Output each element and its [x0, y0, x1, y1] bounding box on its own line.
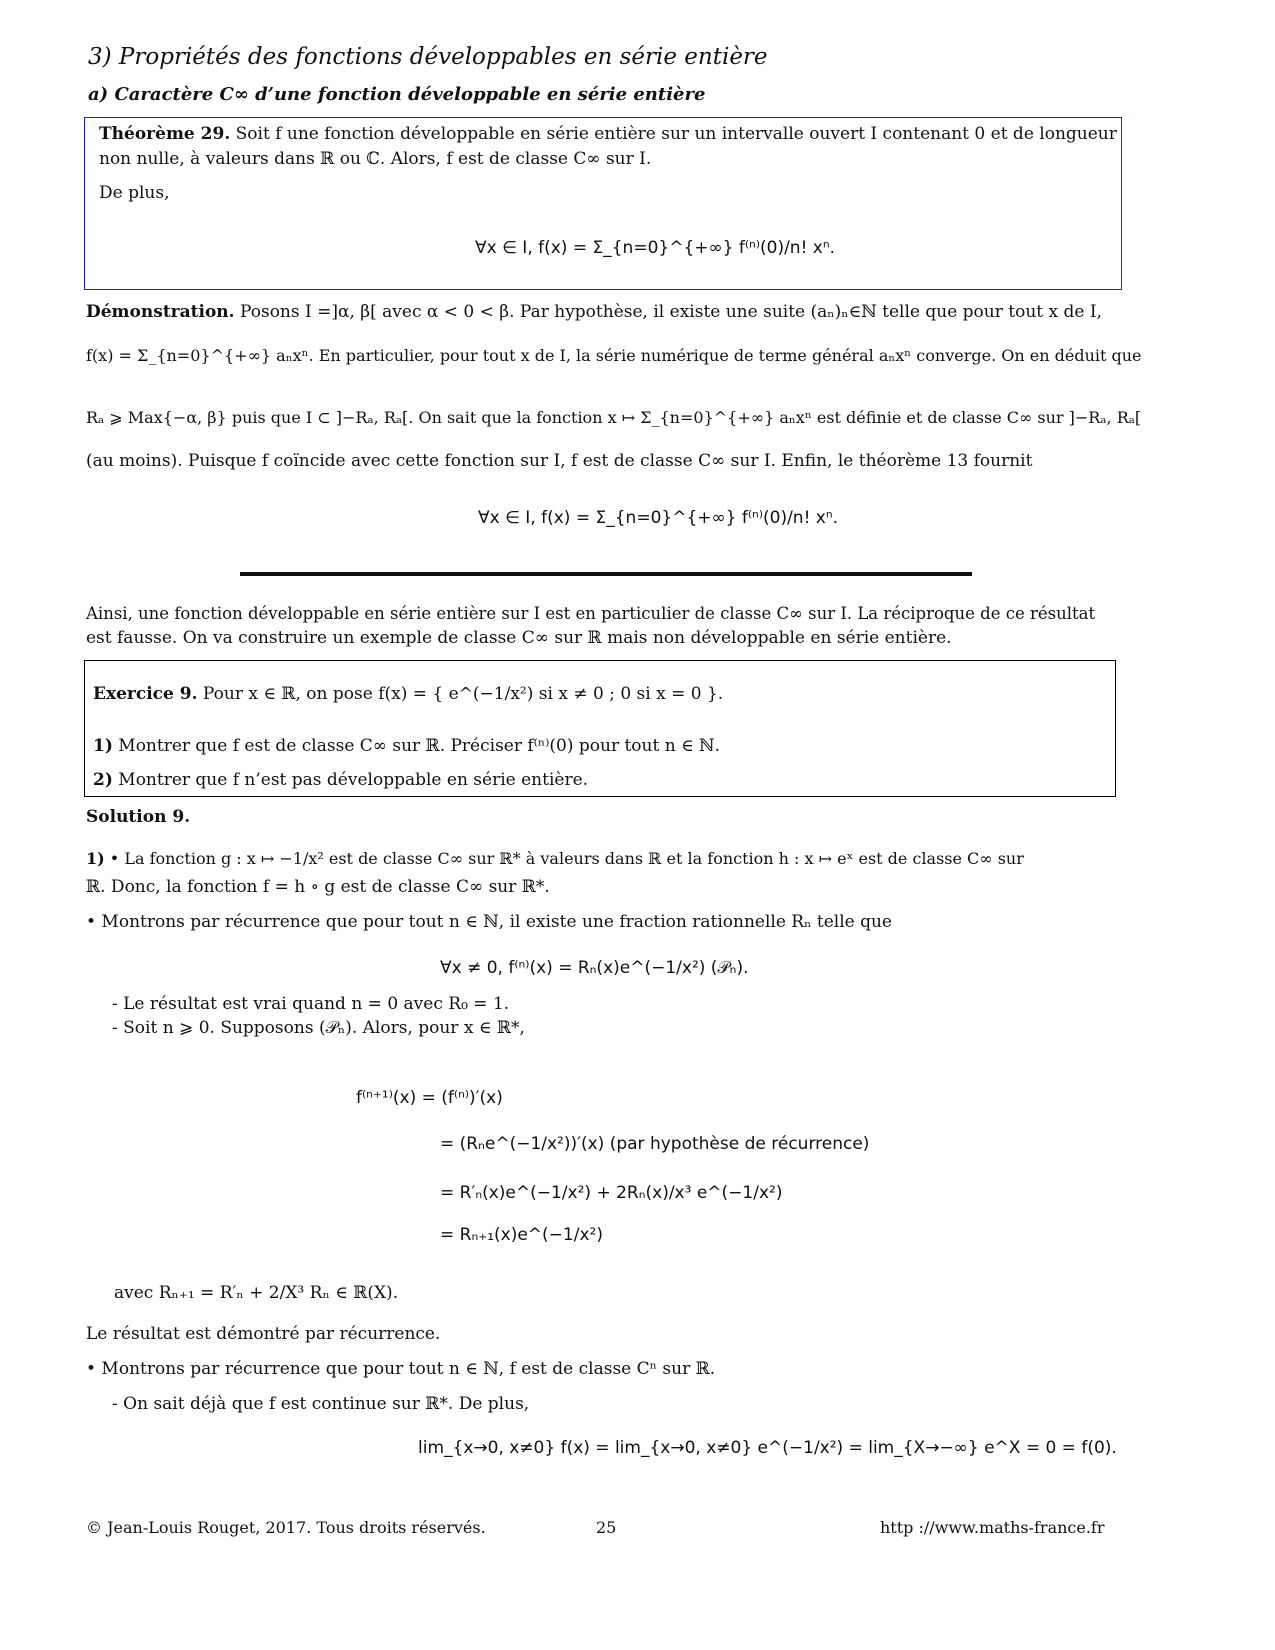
footer-page-number: 25: [596, 1518, 617, 1537]
footer-copyright: © Jean-Louis Rouget, 2017. Tous droits réservés.: [86, 1518, 486, 1537]
solution-line-2: • Montrons par récurrence que pour tout n ∈ ℕ, il existe une fraction rationnelle Rₙ telle que: [86, 912, 892, 932]
theorem-text-1: Soit f une fonction développable en série entière sur un intervalle ouvert I contenant 0 et de longueur: [235, 124, 1117, 144]
footer-url[interactable]: http ://www.maths-france.fr: [880, 1518, 1105, 1537]
solution-line-3: - Le résultat est vrai quand n = 0 avec R₀ = 1.: [112, 994, 510, 1014]
theorem-line-2: non nulle, à valeurs dans ℝ ou ℂ. Alors, f est de classe C∞ sur I.: [99, 149, 652, 169]
solution-q1-number: 1): [86, 849, 105, 868]
formula-pn: ∀x ≠ 0, f⁽ⁿ⁾(x) = Rₙ(x)e^(−1/x²) (𝒫ₙ).: [440, 958, 749, 978]
exercise-q1-number: 1): [93, 736, 113, 756]
exercise-label: Exercice 9.: [93, 684, 198, 704]
formula-limit: lim_{x→0, x≠0} f(x) = lim_{x→0, x≠0} e^(−1/x²) = lim_{X→−∞} e^X = 0 = f(0).: [418, 1438, 1117, 1458]
derivation-line-4: = Rₙ₊₁(x)e^(−1/x²): [440, 1225, 603, 1245]
theorem-formula: ∀x ∈ I, f(x) = Σ_{n=0}^{+∞} f⁽ⁿ⁾(0)/n! xⁿ.: [475, 238, 836, 258]
solution-line-5: avec Rₙ₊₁ = R′ₙ + 2/X³ Rₙ ∈ ℝ(X).: [114, 1283, 399, 1303]
theorem-label: Théorème 29.: [99, 124, 231, 144]
exercise-q1: [93, 733, 720, 759]
solution-line-6: Le résultat est démontré par récurrence.: [86, 1324, 441, 1344]
demo-formula: ∀x ∈ I, f(x) = Σ_{n=0}^{+∞} f⁽ⁿ⁾(0)/n! xⁿ.: [478, 508, 839, 528]
theorem-line-3: De plus,: [99, 183, 170, 203]
theorem-box: [84, 117, 1122, 290]
solution-line-8: - On sait déjà que f est continue sur ℝ*. De plus,: [112, 1394, 530, 1414]
exercise-q2-number: 2): [93, 770, 113, 790]
section-title: 3) Propriétés des fonctions développables en série entière: [88, 44, 768, 70]
para-line-2: est fausse. On va construire un exemple de classe C∞ sur ℝ mais non développable en série entière.: [86, 628, 952, 648]
theorem-line-1: [99, 121, 1117, 147]
demo-line-4: (au moins). Puisque f coïncide avec cette fonction sur I, f est de classe C∞ sur I. Enfin, le théorème 13 fournit: [86, 451, 1033, 471]
solution-line-1b: ℝ. Donc, la fonction f = h ∘ g est de classe C∞ sur ℝ*.: [86, 877, 550, 897]
solution-line-1a: [86, 846, 1024, 872]
solution-text-1a: • La fonction g : x ↦ −1/x² est de classe C∞ sur ℝ* à valeurs dans ℝ et la fonction h : x ↦ eˣ est de classe C∞ sur: [109, 849, 1024, 868]
solution-line-7: • Montrons par récurrence que pour tout n ∈ ℕ, f est de classe Cⁿ sur ℝ.: [86, 1359, 716, 1379]
end-of-proof-rule: [240, 572, 972, 576]
exercise-q2: [93, 767, 588, 793]
exercise-q1-text: Montrer que f est de classe C∞ sur ℝ. Préciser f⁽ⁿ⁾(0) pour tout n ∈ ℕ.: [118, 736, 721, 756]
derivation-line-3: = R′ₙ(x)e^(−1/x²) + 2Rₙ(x)/x³ e^(−1/x²): [440, 1183, 783, 1203]
demo-label: Démonstration.: [86, 302, 235, 322]
demo-line-2: f(x) = Σ_{n=0}^{+∞} aₙxⁿ. En particulier, pour tout x de I, la série numérique de terme général aₙxⁿ converge. On en déduit que: [86, 346, 1142, 365]
solution-line-4: - Soit n ⩾ 0. Supposons (𝒫ₙ). Alors, pour x ∈ ℝ*,: [112, 1018, 525, 1038]
demo-line-1: [86, 299, 1102, 325]
demo-text-1: Posons I =]α, β[ avec α < 0 < β. Par hypothèse, il existe une suite (aₙ)ₙ∈ℕ telle que pour tout x de I,: [239, 302, 1102, 322]
exercise-intro-text: Pour x ∈ ℝ, on pose f(x) = { e^(−1/x²) si x ≠ 0 ; 0 si x = 0 }.: [202, 684, 724, 704]
exercise-box: [84, 660, 1116, 797]
derivation-line-1: f⁽ⁿ⁺¹⁾(x) = (f⁽ⁿ⁾)′(x): [356, 1088, 503, 1108]
para-line-1: Ainsi, une fonction développable en série entière sur I est en particulier de classe C∞ sur I. La réciproque de ce résultat: [86, 604, 1096, 623]
demo-line-3: Rₐ ⩾ Max{−α, β} puis que I ⊂ ]−Rₐ, Rₐ[. On sait que la fonction x ↦ Σ_{n=0}^{+∞} aₙxⁿ est définie et de classe C∞ sur ]−Rₐ, Rₐ[: [86, 408, 1142, 427]
derivation-line-2: = (Rₙe^(−1/x²))′(x) (par hypothèse de récurrence): [440, 1134, 870, 1154]
solution-label: Solution 9.: [86, 807, 191, 827]
exercise-q2-text: Montrer que f n’est pas développable en série entière.: [118, 770, 589, 790]
exercise-intro: [93, 681, 723, 707]
subsection-title: a) Caractère C∞ d’une fonction développable en série entière: [88, 84, 706, 105]
